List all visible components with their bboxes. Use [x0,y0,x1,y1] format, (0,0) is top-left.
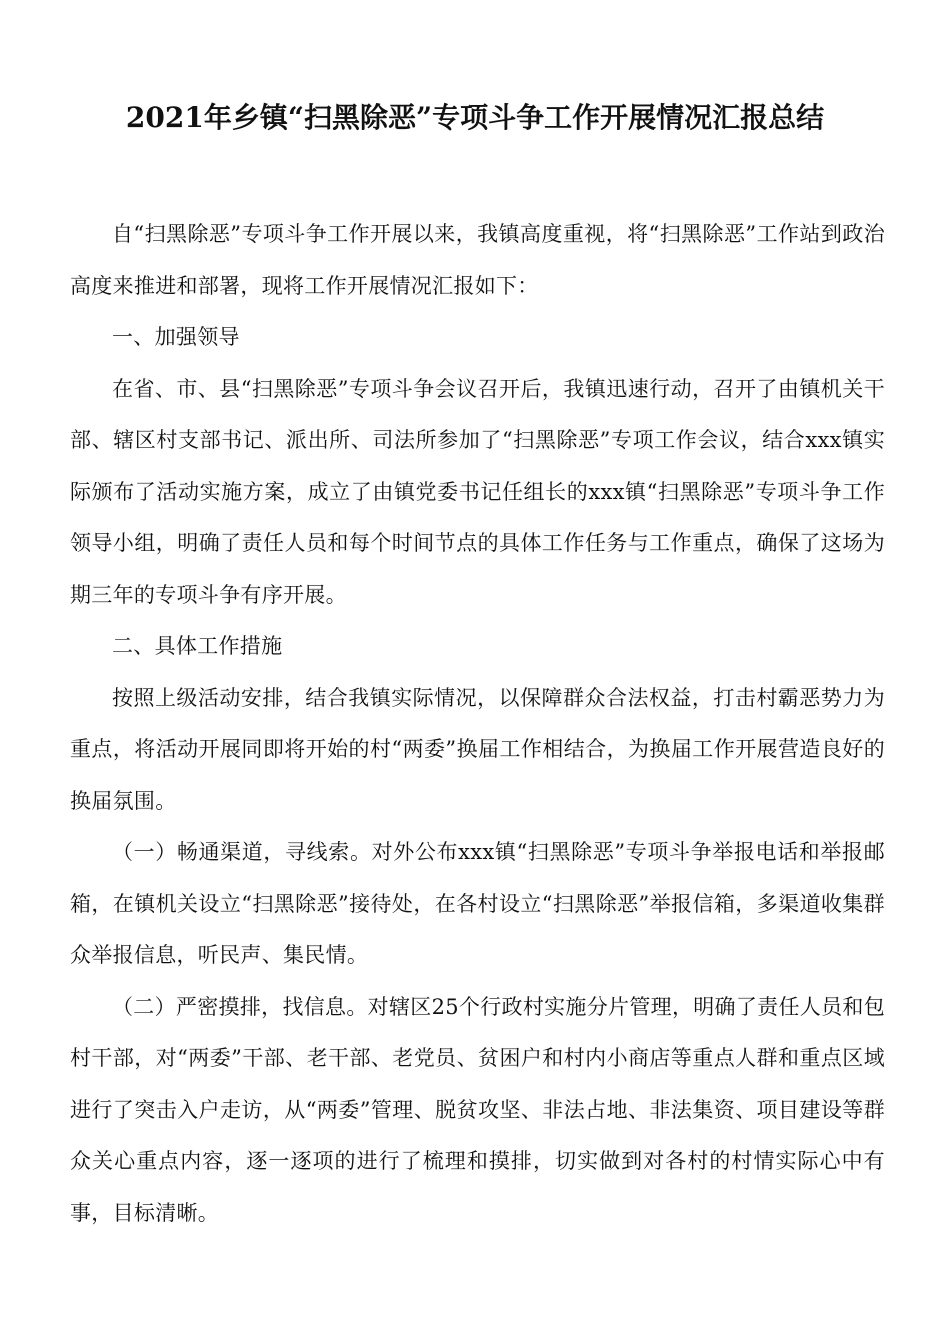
channels-paragraph: （一）畅通渠道，寻线索。对外公布xxx镇“扫黑除恶”专项斗争举报电话和举报邮箱，在镇机关设立“扫黑除恶”接待处，在各村设立“扫黑除恶”举报信箱，多渠道收集群众举报信息，听民声、集民情。 [70,840,885,967]
intro-paragraph: 自“扫黑除恶”专项斗争工作开展以来，我镇高度重视，将“扫黑除恶”工作站到政治高度来推进和部署，现将工作开展情况汇报如下： [70,222,885,298]
section-heading-leadership: 一、加强领导 [112,325,240,349]
document-body [70,209,885,1239]
investigation-paragraph: （二）严密摸排，找信息。对辖区25个行政村实施分片管理，明确了责任人员和包村干部，对“两委”干部、老干部、老党员、贫困户和村内小商店等重点人群和重点区域进行了突击入户走访，从“两委”管理、脱贫攻坚、非法占地、非法集资、项目建设等群众关心重点内容，逐一逐项的进行了梳理和摸排，切实做到对各村的村情实际心中有事，目标清晰。 [70,994,885,1225]
leadership-paragraph: 在省、市、县“扫黑除恶”专项斗争会议召开后，我镇迅速行动，召开了由镇机关干部、辖区村支部书记、派出所、司法所参加了“扫黑除恶”专项工作会议，结合xxx镇实际颁布了活动实施方案，成立了由镇党委书记任组长的xxx镇“扫黑除恶”专项斗争工作领导小组，明确了责任人员和每个时间节点的具体工作任务与工作重点，确保了这场为期三年的专项斗争有序开展。 [70,376,885,607]
document-title: 2021年乡镇“扫黑除恶”专项斗争工作开展情况汇报总结 [125,101,825,134]
section-heading-measures: 二、具体工作措施 [112,634,283,658]
measures-paragraph: 按照上级活动安排，结合我镇实际情况，以保障群众合法权益，打击村霸恶势力为重点，将活动开展同即将开始的村“两委”换届工作相结合，为换届工作开展营造良好的换届氛围。 [70,685,885,813]
